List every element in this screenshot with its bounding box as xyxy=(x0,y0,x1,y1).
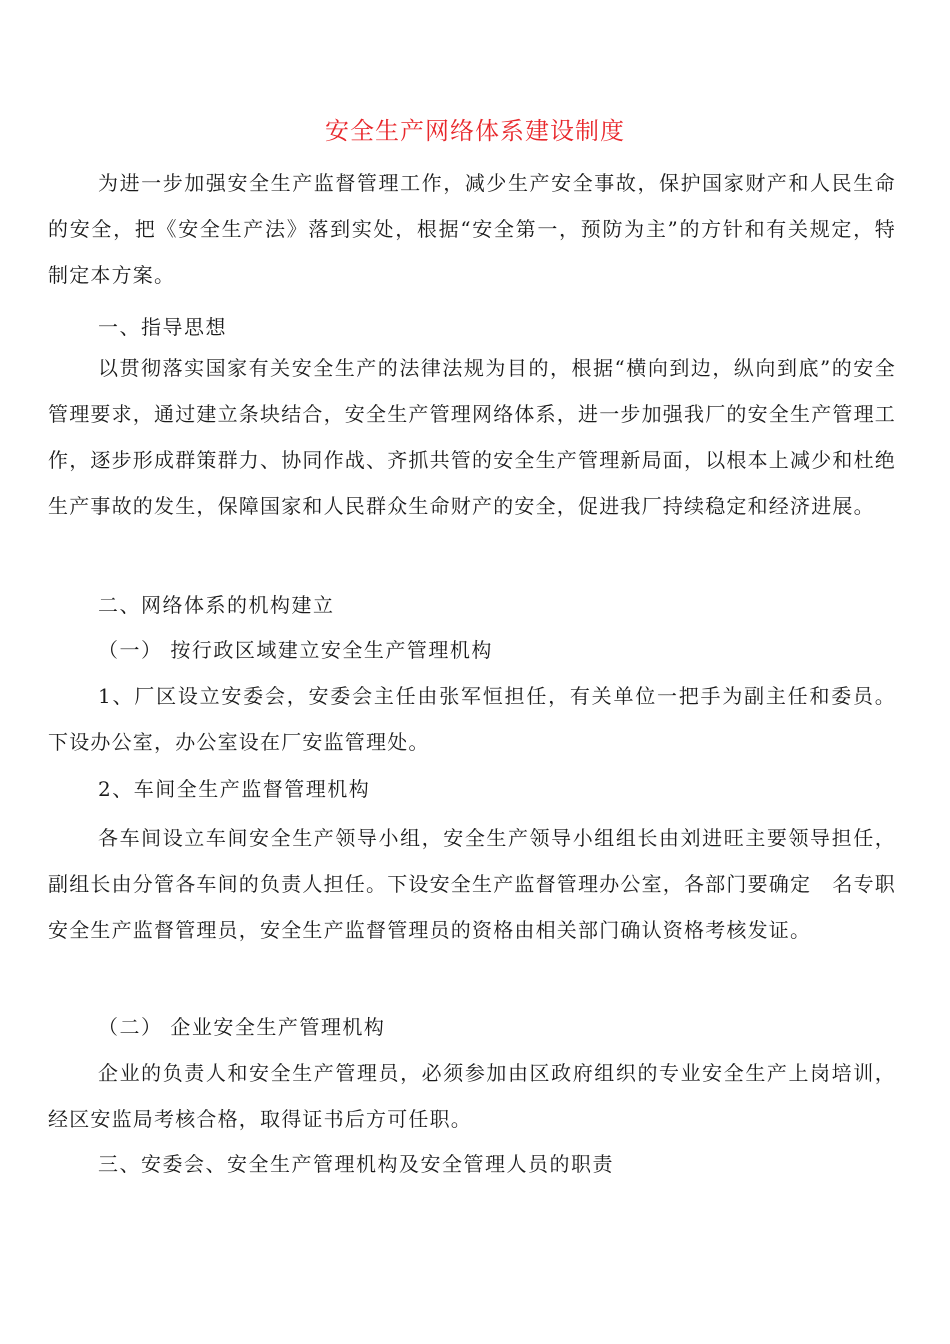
subsection-2-heading: （二） 企业安全生产管理机构 xyxy=(98,1015,386,1039)
item-2-heading: 2、车间全生产监督管理机构 xyxy=(98,777,371,801)
item-2-body: 各车间设立车间安全生产领导小组，安全生产领导小组组长由刘进旺主要领导担任，副组长由分管各车间的负责人担任。下设安全生产监督管理办公室，各部门要确定 名专职安全生产监督管理员，安全生产监督管理员的资格由相关部门确认资格考核发证。 xyxy=(48,826,896,942)
item-1-paragraph: 1、厂区设立安委会，安委会主任由张军恒担任，有关单位一把手为副主任和委员。下设办公室，办公室设在厂安监管理处。 xyxy=(48,684,896,754)
section-2-heading: 二、网络体系的机构建立 xyxy=(98,593,335,617)
intro-paragraph: 为进一步加强安全生产监督管理工作，减少生产安全事故，保护国家财产和人民生命的安全，把《安全生产法》落到实处，根据“安全第一，预防为主”的方针和有关规定，特制定本方案。 xyxy=(48,171,896,287)
document-title: 安全生产网络体系建设制度 xyxy=(325,117,625,145)
section-1-heading: 一、指导思想 xyxy=(98,315,227,339)
section-1-body: 以贯彻落实国家有关安全生产的法律法规为目的，根据“横向到边，纵向到底”的安全管理要求，通过建立条块结合，安全生产管理网络体系，进一步加强我厂的安全生产管理工作，逐步形成群策群力、协同作战、齐抓共管的安全生产管理新局面，以根本上减少和杜绝生产事故的发生，保障国家和人民群众生命财产的安全，促进我厂持续稳定和经济进展。 xyxy=(48,356,896,518)
subsection-2-body: 企业的负责人和安全生产管理员，必须参加由区政府组织的专业安全生产上岗培训，经区安监局考核合格，取得证书后方可任职。 xyxy=(48,1061,896,1131)
section-3-heading: 三、安委会、安全生产管理机构及安全管理人员的职责 xyxy=(98,1152,614,1176)
subsection-1-heading: （一） 按行政区域建立安全生产管理机构 xyxy=(98,638,493,662)
